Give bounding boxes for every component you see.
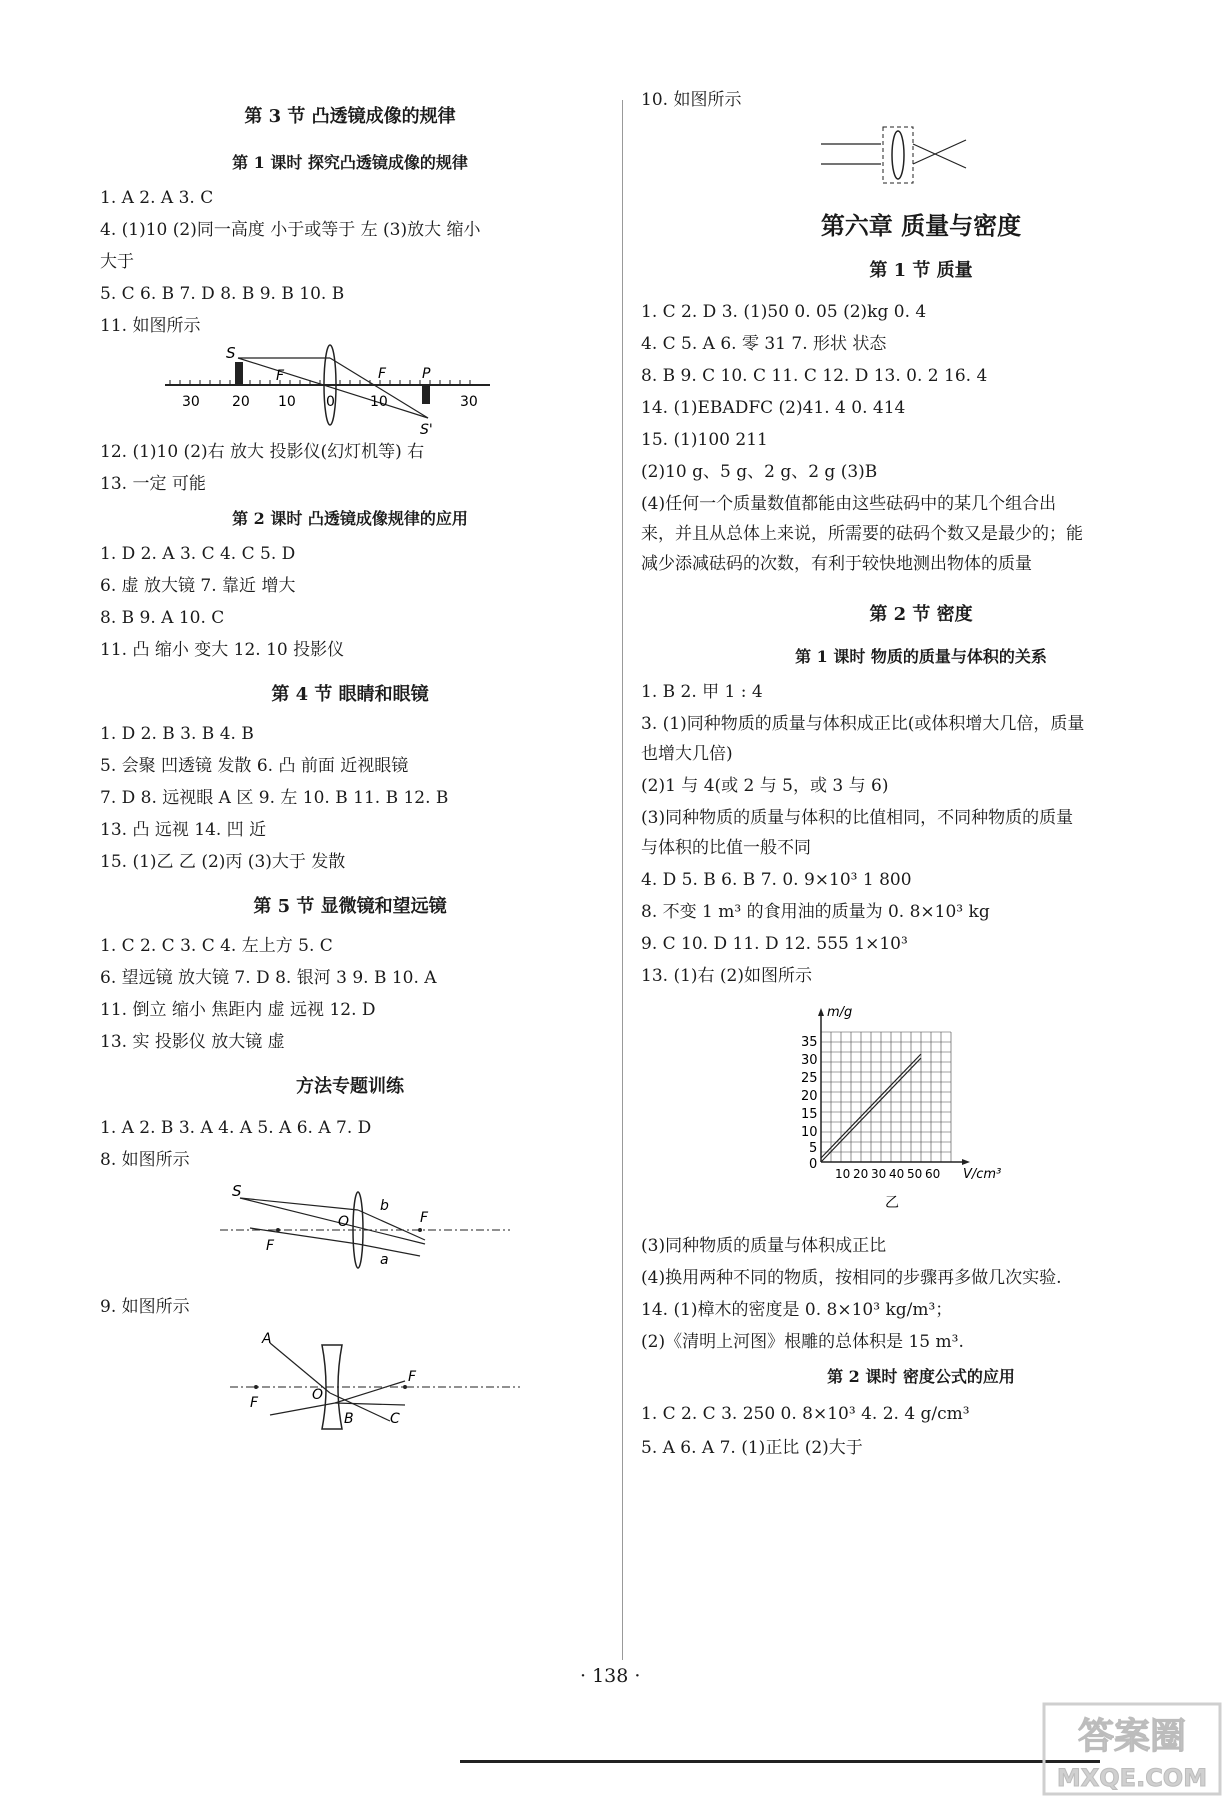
fig9-label-o: O <box>312 1387 324 1403</box>
concave-lens-ray-diagram <box>230 1325 520 1450</box>
answer-line: 大于 <box>100 252 134 272</box>
graph-xlabel: V/cm³ <box>963 1167 1002 1182</box>
fig8-label-f2: F <box>420 1210 429 1226</box>
chapter-title: 第六章 质量与密度 <box>820 211 1022 240</box>
fig9-label-b: B <box>344 1411 354 1427</box>
watermark-url: MXQE.COM <box>1056 1764 1208 1792</box>
answer-line: 1. A 2. A 3. C <box>100 188 214 208</box>
answer-line: 5. C 6. B 7. D 8. B 9. B 10. B <box>100 284 345 304</box>
fig11-label-p: P <box>422 366 431 382</box>
graph-ytick: 20 <box>801 1089 818 1104</box>
answer-line: 6. 望远镜 放大镜 7. D 8. 银河 3 9. B 10. A <box>100 968 437 988</box>
answer-line: 7. D 8. 远视眼 A 区 9. 左 10. B 11. B 12. B <box>100 788 449 808</box>
answer-line: 12. (1)10 (2)右 放大 投影仪(幻灯机等) 右 <box>100 442 425 462</box>
graph-ytick: 15 <box>801 1107 818 1122</box>
page-number: · 138 · <box>580 1665 641 1687</box>
answer-line: 1. C 2. D 3. (1)50 0. 05 (2)kg 0. 4 <box>641 302 927 322</box>
answer-line: 1. A 2. B 3. A 4. A 5. A 6. A 7. D <box>100 1118 372 1138</box>
section-2-title: 第 2 节 密度 <box>869 604 973 625</box>
fig9-label-f1: F <box>250 1395 259 1411</box>
answer-line: 4. D 5. B 6. B 7. 0. 9×10³ 1 800 <box>641 870 912 890</box>
site-watermark-logo <box>1040 1700 1225 1800</box>
answer-line: 13. 一定 可能 <box>100 474 206 494</box>
answer-line: 4. (1)10 (2)同一高度 小于或等于 左 (3)放大 缩小 <box>100 220 481 240</box>
graph-ytick: 30 <box>801 1053 818 1068</box>
answer-line: 9. 如图所示 <box>100 1297 190 1317</box>
fig11-label-s-prime: S' <box>420 422 433 438</box>
fig8-label-s: S <box>232 1182 242 1200</box>
answer-line: 3. (1)同种物质的质量与体积成正比(或体积增大几倍，质量 <box>641 714 1085 734</box>
fig11-tick-30b: 30 <box>460 394 478 410</box>
convex-lens-ray-diagram <box>220 1180 510 1280</box>
answer-line: 15. (1)100 211 <box>641 430 768 450</box>
column-divider <box>622 100 623 1660</box>
fig8-label-b: b <box>380 1198 389 1214</box>
lesson-2-title-density: 第 2 课时 密度公式的应用 <box>827 1367 1015 1386</box>
answer-line: 与体积的比值一般不同 <box>641 838 811 858</box>
fig11-tick-10a: 10 <box>278 394 296 410</box>
graph-xtick: 10 <box>835 1167 851 1181</box>
fig9-label-a: A <box>262 1331 272 1347</box>
answer-line: (2)《清明上河图》根雕的总体积是 15 m³. <box>641 1332 964 1352</box>
answer-line: 4. C 5. A 6. 零 31 7. 形状 状态 <box>641 334 887 354</box>
answer-line: 5. A 6. A 7. (1)正比 (2)大于 <box>641 1438 863 1458</box>
graph-ylabel: m/g <box>827 1005 853 1020</box>
answer-line: 1. D 2. A 3. C 4. C 5. D <box>100 544 296 564</box>
answer-line: 5. 会聚 凹透镜 发散 6. 凸 前面 近视眼镜 <box>100 756 409 776</box>
section-3-title: 第 3 节 凸透镜成像的规律 <box>244 106 456 127</box>
answer-line: 11. 凸 缩小 变大 12. 10 投影仪 <box>100 640 345 660</box>
lesson-2-title: 第 2 课时 凸透镜成像规律的应用 <box>232 509 468 528</box>
answer-line: 14. (1)EBADFC (2)41. 4 0. 414 <box>641 398 906 418</box>
answer-line: (4)任何一个质量数值都能由这些砝码中的某几个组合出 <box>641 494 1057 514</box>
fig8-label-o: O <box>338 1214 350 1230</box>
answer-line: 8. B 9. A 10. C <box>100 608 225 628</box>
watermark-text: 答案圈 <box>1077 1716 1187 1757</box>
convex-lens-diagram <box>160 340 500 440</box>
lens-focus-diagram <box>821 122 1011 192</box>
answer-line: 13. 凸 远视 14. 凹 近 <box>100 820 267 840</box>
graph-ytick: 0 <box>809 1157 818 1172</box>
answer-line: 9. C 10. D 11. D 12. 555 1×10³ <box>641 934 908 954</box>
fig11-tick-0: 0 <box>326 394 335 410</box>
answer-line: 11. 倒立 缩小 焦距内 虚 远视 12. D <box>100 1000 376 1020</box>
graph-xtick: 50 <box>907 1167 923 1181</box>
answer-line: 6. 虚 放大镜 7. 靠近 增大 <box>100 576 296 596</box>
fig8-label-a: a <box>380 1252 389 1268</box>
answer-line: 8. 如图所示 <box>100 1150 190 1170</box>
graph-ytick: 10 <box>801 1125 818 1140</box>
answer-line: 10. 如图所示 <box>641 90 742 110</box>
graph-ytick: 5 <box>809 1141 818 1156</box>
answer-line: 1. B 2. 甲 1 : 4 <box>641 682 763 702</box>
graph-ytick: 25 <box>801 1071 818 1086</box>
fig11-label-f1: F <box>276 368 285 384</box>
answer-line: 8. B 9. C 10. C 11. C 12. D 13. 0. 2 16. 4 <box>641 366 988 386</box>
answer-line: 减少添减砝码的次数，有利于较快地测出物体的质量 <box>641 554 1032 574</box>
answer-line: (4)换用两种不同的物质，按相同的步骤再多做几次实验. <box>641 1268 1062 1288</box>
lesson-1-title-density: 第 1 课时 物质的质量与体积的关系 <box>795 647 1047 666</box>
method-training-title: 方法专题训练 <box>296 1076 404 1097</box>
section-5-title: 第 5 节 显微镜和望远镜 <box>253 896 447 917</box>
mass-volume-graph <box>791 1002 1021 1212</box>
answer-line: 13. (1)右 (2)如图所示 <box>641 966 813 986</box>
fig11-tick-20: 20 <box>232 394 250 410</box>
answer-line: 来，并且从总体上来说，所需要的砝码个数又是最少的；能 <box>641 524 1083 544</box>
fig9-label-f2: F <box>408 1369 417 1385</box>
fig11-tick-30a: 30 <box>182 394 200 410</box>
graph-caption: 乙 <box>885 1195 899 1211</box>
answer-line: 13. 实 投影仪 放大镜 虚 <box>100 1032 285 1052</box>
answer-line: (2)1 与 4(或 2 与 5，或 3 与 6) <box>641 776 889 796</box>
graph-xtick: 30 <box>871 1167 887 1181</box>
answer-line: 1. C 2. C 3. C 4. 左上方 5. C <box>100 936 333 956</box>
answer-line: (3)同种物质的质量与体积成正比 <box>641 1236 887 1256</box>
fig11-tick-10b: 10 <box>370 394 388 410</box>
answer-line: 1. D 2. B 3. B 4. B <box>100 724 254 744</box>
answer-line: 8. 不变 1 m³ 的食用油的质量为 0. 8×10³ kg <box>641 902 990 922</box>
answer-line: 也增大几倍) <box>641 744 733 764</box>
answer-line: (2)10 g、5 g、2 g、2 g (3)B <box>641 462 878 482</box>
answer-line: (3)同种物质的质量与体积的比值相同，不同种物质的质量 <box>641 808 1074 828</box>
fig9-label-c: C <box>390 1411 400 1427</box>
graph-xtick: 60 <box>925 1167 941 1181</box>
answer-line: 11. 如图所示 <box>100 316 201 336</box>
bottom-rule <box>460 1760 1100 1763</box>
lesson-1-title: 第 1 课时 探究凸透镜成像的规律 <box>232 153 468 172</box>
answer-line: 14. (1)樟木的密度是 0. 8×10³ kg/m³； <box>641 1300 953 1320</box>
answer-line: 1. C 2. C 3. 250 0. 8×10³ 4. 2. 4 g/cm³ <box>641 1404 970 1424</box>
fig8-label-f1: F <box>266 1238 275 1254</box>
section-4-title: 第 4 节 眼睛和眼镜 <box>271 684 429 705</box>
fig11-label-f2: F <box>378 366 387 382</box>
fig11-label-s: S <box>226 344 236 362</box>
graph-xtick: 20 <box>853 1167 869 1181</box>
section-1-title: 第 1 节 质量 <box>869 260 973 281</box>
answer-line: 15. (1)乙 乙 (2)丙 (3)大于 发散 <box>100 852 346 872</box>
graph-ytick: 35 <box>801 1035 818 1050</box>
graph-xtick: 40 <box>889 1167 905 1181</box>
